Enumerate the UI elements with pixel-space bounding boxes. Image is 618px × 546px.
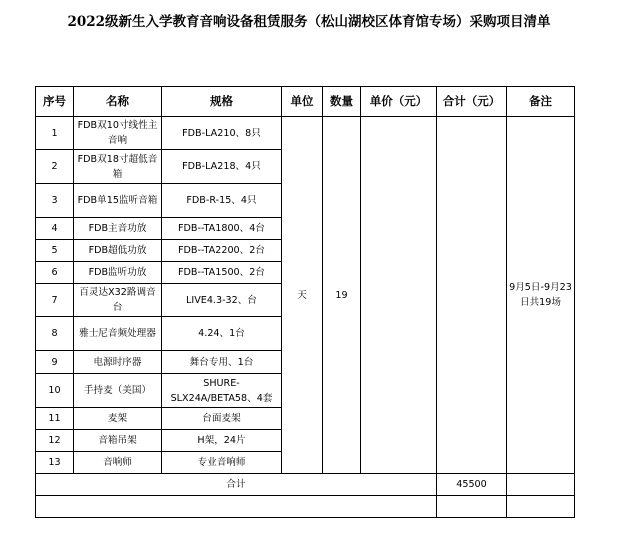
row-name: 雅士尼音频处理器	[74, 317, 162, 351]
header-cell-name: 名称	[74, 87, 162, 117]
row-spec: SHURE-SLX24A/BETA58、4套	[162, 374, 282, 408]
row-spec: FDB--TA1500、2台	[162, 262, 282, 284]
procurement-table	[35, 86, 575, 518]
row-spec: FDB-LA218、4只	[162, 150, 282, 184]
row-name: 百灵达X32路调音台	[74, 284, 162, 317]
blank-cell	[36, 496, 437, 518]
row-name: FDB超低功放	[74, 240, 162, 262]
table-body	[36, 87, 575, 518]
row-name: 手持麦（美国）	[74, 374, 162, 408]
row-no: 5	[36, 240, 74, 262]
header-cell-unit-price: 单价（元）	[361, 87, 437, 117]
header-cell-total: 合计（元）	[437, 87, 507, 117]
row-spec: 台面麦架	[162, 408, 282, 430]
row-spec: H架，24片	[162, 430, 282, 452]
total-remark-cell	[507, 474, 575, 496]
unit-cell: 天	[282, 117, 323, 474]
header-row	[36, 87, 575, 117]
row-no: 9	[36, 351, 74, 374]
quantity-cell: 19	[323, 117, 361, 474]
total-label: 合计	[36, 474, 437, 496]
row-no: 12	[36, 430, 74, 452]
blank-cell	[507, 496, 575, 518]
header-cell-quantity: 数量	[323, 87, 361, 117]
row-no: 3	[36, 184, 74, 218]
row-name: FDB双18寸超低音箱	[74, 150, 162, 184]
row-name: 音箱吊架	[74, 430, 162, 452]
row-no: 10	[36, 374, 74, 408]
row-spec: FDB--TA2200、2台	[162, 240, 282, 262]
row-no: 13	[36, 452, 74, 474]
row-no: 1	[36, 117, 74, 150]
row-name: FDB单15监听音箱	[74, 184, 162, 218]
document-title: 2022级新生入学教育音响设备租赁服务（松山湖校区体育馆专场）采购项目清单	[67, 14, 551, 30]
header-cell-spec: 规格	[162, 87, 282, 117]
row-no: 2	[36, 150, 74, 184]
row-no: 8	[36, 317, 74, 351]
row-no: 4	[36, 218, 74, 240]
row-spec: 舞台专用、1台	[162, 351, 282, 374]
row-spec: FDB--TA1800、4台	[162, 218, 282, 240]
row-spec: LIVE4.3-32、台	[162, 284, 282, 317]
row-name: FDB监听功放	[74, 262, 162, 284]
line-total-cell	[437, 117, 507, 474]
total-row	[36, 474, 575, 496]
row-no: 7	[36, 284, 74, 317]
row-name: 麦架	[74, 408, 162, 430]
row-spec: FDB-LA210、8只	[162, 117, 282, 150]
row-spec: FDB-R-15、4只	[162, 184, 282, 218]
table-row	[36, 117, 575, 150]
unit-price-cell	[361, 117, 437, 474]
total-value: 45500	[437, 474, 507, 496]
row-name: FDB主音功放	[74, 218, 162, 240]
header-cell-no: 序号	[36, 87, 74, 117]
row-no: 6	[36, 262, 74, 284]
header-cell-unit: 单位	[282, 87, 323, 117]
header-cell-remark: 备注	[507, 87, 575, 117]
row-no: 11	[36, 408, 74, 430]
row-name: 音响师	[74, 452, 162, 474]
blank-cell	[437, 496, 507, 518]
row-spec: 4.24、1台	[162, 317, 282, 351]
row-name: FDB双10寸线性主音响	[74, 117, 162, 150]
blank-row	[36, 496, 575, 518]
row-name: 电源时序器	[74, 351, 162, 374]
remark-cell: 9月5日-9月23日共19场	[507, 117, 575, 474]
row-spec: 专业音响师	[162, 452, 282, 474]
